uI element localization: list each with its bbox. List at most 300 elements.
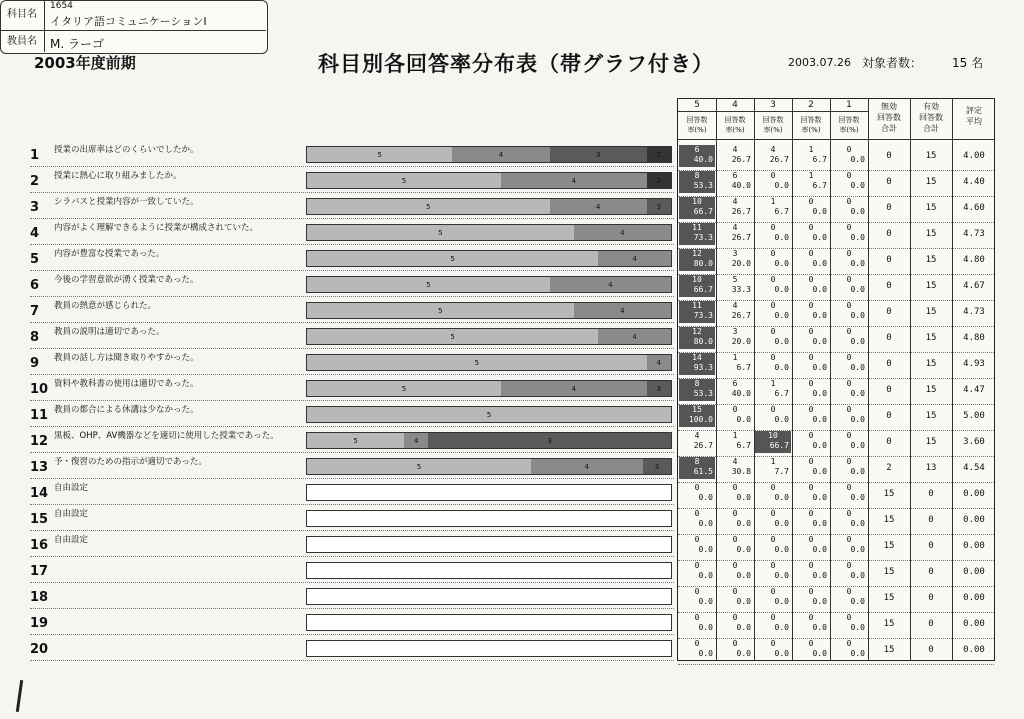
score-cell bbox=[831, 275, 867, 297]
answer-count: 1 bbox=[770, 457, 776, 466]
score-cell bbox=[717, 457, 753, 479]
answer-count: 0 bbox=[694, 639, 700, 648]
avg-cell: 4.00 bbox=[963, 151, 985, 161]
answer-count: 0 bbox=[808, 249, 814, 258]
val-cell: 15 bbox=[925, 437, 937, 447]
bar-segment-score-4 bbox=[501, 173, 647, 188]
question-number: 3 bbox=[30, 200, 40, 215]
avg-cell: 0.00 bbox=[963, 489, 985, 499]
bar-segment-label: 5 bbox=[450, 254, 455, 263]
answer-count: 0 bbox=[846, 587, 852, 596]
score-cell bbox=[679, 379, 715, 401]
question-text: シラバスと授業内容が一致していた。 bbox=[54, 197, 199, 207]
bar-segment-score-5 bbox=[307, 173, 501, 188]
answer-count: 0 bbox=[808, 587, 814, 596]
bar-segment-label: 5 bbox=[486, 410, 492, 419]
subheader-rate: 率(%) bbox=[839, 126, 859, 134]
answer-rate: 0.0 bbox=[812, 207, 827, 216]
answer-rate: 0.0 bbox=[774, 649, 789, 658]
answer-rate: 0.0 bbox=[774, 545, 789, 554]
row-separator bbox=[30, 270, 674, 271]
bar-segment-score-5 bbox=[307, 199, 550, 214]
answer-count: 0 bbox=[846, 405, 852, 414]
report-date: 2003.07.26 bbox=[788, 56, 851, 69]
avg-header bbox=[952, 105, 996, 127]
answer-rate: 80.0 bbox=[693, 259, 713, 268]
avg-cell: 0.00 bbox=[963, 645, 985, 655]
bar-segment-label: 3 bbox=[595, 150, 601, 159]
avg-cell: 4.73 bbox=[963, 229, 985, 239]
row-separator bbox=[30, 634, 674, 635]
answer-count: 0 bbox=[770, 327, 776, 336]
answer-rate: 0.0 bbox=[850, 259, 865, 268]
bar-segment-label: 5 bbox=[474, 358, 480, 367]
bar-segment-label: 3 bbox=[656, 384, 662, 393]
answer-rate: 6.7 bbox=[812, 155, 827, 164]
bar-segment-label: 2 bbox=[656, 150, 662, 159]
answer-rate: 0.0 bbox=[812, 311, 827, 320]
subject-code: 1654 bbox=[50, 1, 73, 11]
score-cell bbox=[793, 561, 829, 583]
teacher-name: M. ラーゴ bbox=[50, 37, 104, 51]
bar-segment-score-5 bbox=[307, 225, 574, 240]
answer-rate: 26.7 bbox=[731, 233, 751, 242]
answer-rate: 40.0 bbox=[731, 389, 751, 398]
target-count-value: 15 名 bbox=[952, 56, 984, 70]
answer-count: 12 bbox=[692, 327, 702, 336]
answer-rate: 0.0 bbox=[850, 363, 865, 372]
score-cell bbox=[831, 639, 867, 661]
answer-count: 4 bbox=[732, 197, 738, 206]
bar-segment-score-5 bbox=[307, 459, 531, 474]
val-cell: 15 bbox=[925, 359, 937, 369]
score-cell bbox=[793, 639, 829, 661]
answer-count: 0 bbox=[846, 301, 852, 310]
response-bar bbox=[306, 380, 672, 397]
question-number: 10 bbox=[30, 382, 49, 397]
score-cell bbox=[679, 535, 715, 557]
answer-rate: 0.0 bbox=[812, 545, 827, 554]
answer-count: 0 bbox=[770, 561, 776, 570]
answer-rate: 0.0 bbox=[850, 493, 865, 502]
answer-count: 0 bbox=[808, 197, 814, 206]
bar-segment-score-3 bbox=[428, 433, 671, 448]
row-separator bbox=[30, 218, 674, 219]
response-bar bbox=[306, 328, 672, 345]
answer-count: 1 bbox=[770, 379, 776, 388]
subheader-count: 回答数 bbox=[724, 116, 746, 124]
answer-count: 0 bbox=[770, 483, 776, 492]
subheader-count: 回答数 bbox=[838, 116, 860, 124]
bar-segment-label: 4 bbox=[595, 202, 601, 211]
answer-count: 14 bbox=[692, 353, 702, 362]
question-number: 16 bbox=[30, 538, 49, 553]
answer-count: 0 bbox=[846, 171, 852, 180]
answer-count: 0 bbox=[694, 613, 700, 622]
row-separator bbox=[30, 556, 674, 557]
score-cell bbox=[679, 639, 715, 661]
bar-segment-score-3 bbox=[643, 459, 671, 474]
row-separator bbox=[30, 426, 674, 427]
answer-rate: 0.0 bbox=[774, 363, 789, 372]
subheader-count: 回答数 bbox=[762, 116, 784, 124]
answer-rate: 26.7 bbox=[693, 441, 713, 450]
answer-count: 0 bbox=[770, 613, 776, 622]
score-cell bbox=[679, 353, 715, 375]
inv-cell: 0 bbox=[886, 359, 892, 369]
inv-cell: 0 bbox=[886, 203, 892, 213]
val-cell: 15 bbox=[925, 229, 937, 239]
answer-rate: 0.0 bbox=[698, 571, 713, 580]
question-text: 黒板、OHP、AV機器などを適切に使用した授業であった。 bbox=[54, 431, 279, 441]
pen-mark bbox=[16, 680, 23, 712]
answer-count: 0 bbox=[808, 379, 814, 388]
score-cell bbox=[717, 379, 753, 401]
score-cell bbox=[717, 561, 753, 583]
table-header-bottom bbox=[678, 139, 994, 140]
invalid-header-line: 合計 bbox=[881, 124, 897, 133]
bar-segment-score-5 bbox=[307, 251, 598, 266]
answer-count: 3 bbox=[732, 327, 738, 336]
subject-name: イタリア語コミュニケーションⅠ bbox=[50, 15, 207, 28]
answer-count: 0 bbox=[694, 535, 700, 544]
answer-count: 0 bbox=[770, 535, 776, 544]
avg-cell: 0.00 bbox=[963, 567, 985, 577]
bar-segment-label: 4 bbox=[620, 228, 625, 237]
valid-header-line: 有効 bbox=[923, 102, 939, 111]
bar-segment-label: 5 bbox=[450, 332, 455, 341]
bar-segment-label: 5 bbox=[426, 202, 431, 211]
inv-cell: 0 bbox=[886, 281, 892, 291]
score-cell bbox=[793, 379, 829, 401]
row-separator bbox=[30, 192, 674, 193]
score-cell bbox=[793, 431, 829, 453]
question-text: 自由設定 bbox=[54, 483, 89, 493]
answer-rate: 6.7 bbox=[774, 389, 789, 398]
answer-count: 0 bbox=[808, 405, 814, 414]
answer-rate: 93.3 bbox=[693, 363, 713, 372]
score-cell bbox=[755, 301, 791, 323]
answer-count: 4 bbox=[732, 223, 738, 232]
score-subheader bbox=[830, 115, 868, 135]
answer-rate: 6.7 bbox=[736, 441, 751, 450]
avg-cell: 4.60 bbox=[963, 203, 985, 213]
answer-count: 4 bbox=[732, 145, 738, 154]
answer-count: 0 bbox=[732, 405, 738, 414]
score-cell bbox=[831, 197, 867, 219]
score-cell bbox=[717, 353, 753, 375]
score-cell bbox=[831, 327, 867, 349]
response-bar bbox=[306, 250, 672, 267]
score-cell bbox=[831, 561, 867, 583]
score-cell bbox=[679, 405, 715, 427]
score-header: 4 bbox=[732, 100, 738, 110]
val-cell: 0 bbox=[928, 593, 934, 603]
score-cell bbox=[793, 223, 829, 245]
avg-cell: 4.93 bbox=[963, 359, 985, 369]
avg-cell: 4.80 bbox=[963, 255, 985, 265]
answer-rate: 0.0 bbox=[774, 337, 789, 346]
answer-count: 0 bbox=[732, 561, 738, 570]
answer-count: 4 bbox=[770, 145, 776, 154]
score-cell bbox=[793, 327, 829, 349]
score-cell bbox=[831, 457, 867, 479]
score-cell bbox=[831, 223, 867, 245]
question-text: 教員の説明は適切であった。 bbox=[54, 327, 165, 337]
answer-rate: 6.7 bbox=[736, 363, 751, 372]
subheader-rate: 率(%) bbox=[763, 126, 783, 134]
invalid-header-line: 無効 bbox=[881, 102, 897, 111]
score-cell bbox=[755, 457, 791, 479]
teacher-label: 教員名 bbox=[0, 31, 45, 52]
answer-count: 10 bbox=[768, 431, 778, 440]
answer-rate: 0.0 bbox=[774, 519, 789, 528]
score-header: 1 bbox=[846, 100, 852, 110]
response-bar bbox=[306, 458, 672, 475]
answer-rate: 0.0 bbox=[812, 389, 827, 398]
answer-count: 0 bbox=[846, 145, 852, 154]
subheader-count: 回答数 bbox=[686, 116, 708, 124]
response-bar bbox=[306, 172, 672, 189]
answer-rate: 0.0 bbox=[850, 519, 865, 528]
bar-segment-score-4 bbox=[574, 225, 671, 240]
row-separator bbox=[30, 504, 674, 505]
answer-rate: 0.0 bbox=[812, 623, 827, 632]
answer-count: 0 bbox=[770, 587, 776, 596]
bar-segment-score-4 bbox=[647, 355, 671, 370]
score-cell bbox=[717, 249, 753, 271]
answer-rate: 0.0 bbox=[850, 467, 865, 476]
question-number: 5 bbox=[30, 252, 40, 267]
answer-count: 3 bbox=[732, 249, 738, 258]
answer-rate: 0.0 bbox=[812, 285, 827, 294]
answer-count: 0 bbox=[846, 561, 852, 570]
bar-segment-label: 4 bbox=[571, 384, 577, 393]
valid-header-line: 回答数 bbox=[919, 113, 943, 122]
inv-cell: 0 bbox=[886, 437, 892, 447]
answer-count: 0 bbox=[846, 197, 852, 206]
bar-segment-label: 3 bbox=[547, 436, 552, 445]
bar-segment-score-5 bbox=[307, 329, 598, 344]
answer-rate: 0.0 bbox=[736, 649, 751, 658]
val-cell: 0 bbox=[928, 645, 934, 655]
response-bar bbox=[306, 302, 672, 319]
answer-rate: 0.0 bbox=[812, 649, 827, 658]
bar-segment-label: 5 bbox=[377, 150, 382, 159]
bar-segment-score-5 bbox=[307, 355, 647, 370]
avg-cell: 3.60 bbox=[963, 437, 985, 447]
answer-count: 0 bbox=[732, 613, 738, 622]
answer-count: 6 bbox=[732, 379, 738, 388]
answer-count: 0 bbox=[808, 613, 814, 622]
answer-count: 0 bbox=[846, 509, 852, 518]
answer-count: 0 bbox=[846, 639, 852, 648]
row-separator bbox=[30, 608, 674, 609]
avg-cell: 4.47 bbox=[963, 385, 985, 395]
score-cell bbox=[679, 457, 715, 479]
avg-header-line: 評定 bbox=[966, 106, 982, 115]
answer-count: 0 bbox=[846, 431, 852, 440]
score-cell bbox=[679, 561, 715, 583]
invalid-header bbox=[868, 101, 910, 134]
target-count-label: 対象者数： bbox=[862, 56, 923, 70]
answer-count: 11 bbox=[692, 223, 702, 232]
score-cell bbox=[755, 223, 791, 245]
answer-rate: 0.0 bbox=[850, 415, 865, 424]
score-cell bbox=[793, 301, 829, 323]
score-subheader bbox=[754, 115, 792, 135]
score-cell bbox=[755, 353, 791, 375]
bar-segment-score-4 bbox=[501, 381, 647, 396]
val-cell: 0 bbox=[928, 541, 934, 551]
answer-rate: 53.3 bbox=[693, 181, 713, 190]
score-cell bbox=[755, 639, 791, 661]
answer-count: 0 bbox=[770, 353, 776, 362]
bar-segment-label: 4 bbox=[414, 436, 419, 445]
score-subheader bbox=[792, 115, 830, 135]
answer-rate: 0.0 bbox=[698, 519, 713, 528]
score-cell bbox=[717, 301, 753, 323]
score-cell bbox=[755, 249, 791, 271]
score-cell bbox=[717, 639, 753, 661]
score-cell bbox=[831, 145, 867, 167]
score-cell bbox=[831, 535, 867, 557]
avg-cell: 4.73 bbox=[963, 307, 985, 317]
inv-cell: 0 bbox=[886, 385, 892, 395]
answer-count: 1 bbox=[732, 431, 738, 440]
inv-cell: 15 bbox=[883, 489, 895, 499]
bar-segment-score-3 bbox=[550, 147, 647, 162]
answer-count: 1 bbox=[808, 145, 814, 154]
score-header: 2 bbox=[808, 100, 814, 110]
score-cell bbox=[679, 171, 715, 193]
inv-cell: 0 bbox=[886, 229, 892, 239]
answer-count: 11 bbox=[692, 301, 702, 310]
bar-segment-label: 2 bbox=[656, 176, 662, 185]
answer-count: 0 bbox=[808, 275, 814, 284]
answer-count: 5 bbox=[732, 275, 738, 284]
bar-segment-score-5 bbox=[307, 303, 574, 318]
score-cell bbox=[793, 171, 829, 193]
answer-count: 0 bbox=[770, 301, 776, 310]
score-cell bbox=[831, 431, 867, 453]
question-text: 授業の出席率はどのくらいでしたか。 bbox=[54, 145, 199, 155]
bar-segment-label: 5 bbox=[401, 176, 407, 185]
answer-count: 10 bbox=[692, 197, 702, 206]
bar-segment-score-4 bbox=[550, 199, 647, 214]
score-cell bbox=[717, 431, 753, 453]
answer-rate: 26.7 bbox=[731, 155, 751, 164]
score-cell bbox=[793, 613, 829, 635]
answer-count: 0 bbox=[808, 483, 814, 492]
score-cell bbox=[831, 509, 867, 531]
score-cell bbox=[793, 249, 829, 271]
score-cell bbox=[831, 613, 867, 635]
answer-rate: 0.0 bbox=[812, 597, 827, 606]
question-text: 授業に熱心に取り組みましたか。 bbox=[54, 171, 182, 181]
question-number: 17 bbox=[30, 564, 49, 579]
bar-segment-label: 3 bbox=[654, 462, 660, 471]
question-text: 教員の熱意が感じられた。 bbox=[54, 301, 157, 311]
inv-cell: 0 bbox=[886, 151, 892, 161]
bar-segment-label: 4 bbox=[571, 176, 577, 185]
score-cell bbox=[755, 171, 791, 193]
answer-count: 10 bbox=[692, 275, 702, 284]
question-number: 19 bbox=[30, 616, 49, 631]
answer-rate: 0.0 bbox=[850, 545, 865, 554]
question-text: 教員の都合による休講は少なかった。 bbox=[54, 405, 199, 415]
val-cell: 15 bbox=[925, 151, 937, 161]
score-cell bbox=[755, 431, 791, 453]
answer-rate: 0.0 bbox=[812, 415, 827, 424]
score-cell bbox=[755, 613, 791, 635]
answer-rate: 0.0 bbox=[850, 181, 865, 190]
answer-rate: 40.0 bbox=[731, 181, 751, 190]
bar-segment-score-4 bbox=[598, 251, 671, 266]
question-number: 20 bbox=[30, 642, 49, 657]
answer-rate: 0.0 bbox=[774, 415, 789, 424]
score-subheader bbox=[716, 115, 754, 135]
score-cell bbox=[679, 587, 715, 609]
question-text: 内容がよく理解できるように授業が構成されていた。 bbox=[54, 223, 259, 233]
score-cell bbox=[793, 405, 829, 427]
term-label: 2003年度前期 bbox=[34, 54, 136, 72]
score-cell bbox=[793, 457, 829, 479]
score-cell bbox=[717, 509, 753, 531]
score-cell bbox=[679, 431, 715, 453]
answer-count: 4 bbox=[732, 301, 738, 310]
inv-cell: 15 bbox=[883, 541, 895, 551]
avg-cell: 4.80 bbox=[963, 333, 985, 343]
response-bar bbox=[306, 224, 672, 241]
avg-cell: 0.00 bbox=[963, 619, 985, 629]
answer-rate: 26.7 bbox=[769, 155, 789, 164]
answer-count: 0 bbox=[846, 249, 852, 258]
answer-rate: 7.7 bbox=[774, 467, 789, 476]
answer-count: 1 bbox=[732, 353, 738, 362]
val-cell: 13 bbox=[925, 463, 937, 473]
inv-cell: 15 bbox=[883, 515, 895, 525]
answer-count: 0 bbox=[808, 639, 814, 648]
bar-segment-score-4 bbox=[531, 459, 643, 474]
bar-segment-label: 5 bbox=[438, 228, 443, 237]
question-number: 8 bbox=[30, 330, 40, 345]
score-cell bbox=[831, 405, 867, 427]
subject-label: 科目名 bbox=[0, 0, 45, 30]
answer-rate: 20.0 bbox=[731, 259, 751, 268]
response-bar bbox=[306, 146, 672, 163]
avg-cell: 5.00 bbox=[963, 411, 985, 421]
question-number: 14 bbox=[30, 486, 49, 501]
question-number: 15 bbox=[30, 512, 49, 527]
score-cell bbox=[831, 587, 867, 609]
val-cell: 15 bbox=[925, 411, 937, 421]
avg-cell: 0.00 bbox=[963, 593, 985, 603]
score-cell bbox=[831, 301, 867, 323]
answer-count: 15 bbox=[692, 405, 702, 414]
score-cell bbox=[679, 145, 715, 167]
score-cell bbox=[679, 613, 715, 635]
answer-count: 8 bbox=[694, 379, 700, 388]
answer-rate: 0.0 bbox=[812, 259, 827, 268]
question-text: 自由設定 bbox=[54, 509, 89, 519]
answer-rate: 6.7 bbox=[812, 181, 827, 190]
answer-rate: 0.0 bbox=[850, 155, 865, 164]
answer-rate: 6.7 bbox=[774, 207, 789, 216]
answer-count: 0 bbox=[732, 483, 738, 492]
answer-rate: 100.0 bbox=[688, 415, 713, 424]
bar-segment-score-5 bbox=[307, 381, 501, 396]
